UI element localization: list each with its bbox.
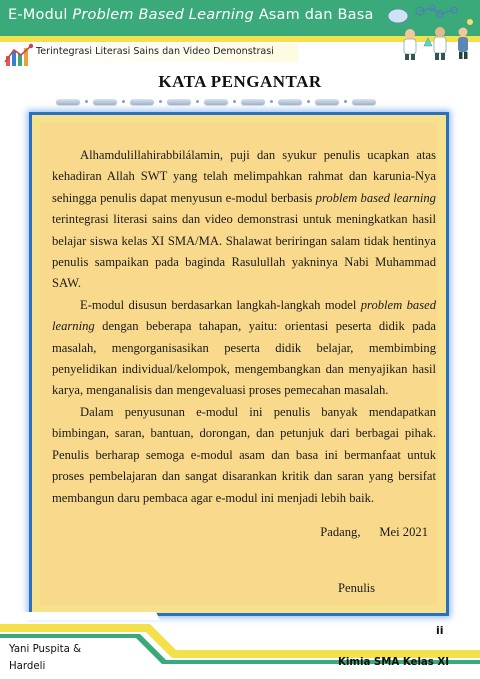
divider-dot bbox=[270, 100, 273, 103]
signature: Penulis bbox=[338, 581, 376, 595]
author-line-1: Yani Puspita & bbox=[9, 644, 82, 655]
preface-text bbox=[52, 145, 436, 509]
module-title bbox=[8, 7, 374, 23]
page-title: KATA PENGANTAR bbox=[158, 72, 322, 91]
page-number: ii bbox=[436, 624, 444, 637]
divider-dot bbox=[307, 100, 310, 103]
subject-label: Kimia SMA Kelas XI bbox=[338, 657, 450, 668]
divider-bar bbox=[278, 99, 302, 105]
paragraph-2 bbox=[52, 295, 436, 402]
paragraph-1-italic: problem based learning bbox=[315, 190, 436, 205]
paragraph-1-text-b: terintegrasi literasi sains dan video demonstrasi untuk meningkatkan hasil belajar siswa kelas XI SMA/MA. Shalawat beriringan salam tidak hentinya penulis sampaikan pada baginda Rasulullah yakninya Nabi Muhammad SAW. bbox=[52, 212, 436, 291]
divider-bar bbox=[241, 99, 265, 105]
divider-dot bbox=[196, 100, 199, 103]
title-divider bbox=[56, 97, 424, 106]
divider-bar bbox=[167, 99, 191, 105]
place-date bbox=[320, 525, 428, 540]
divider-bar bbox=[93, 99, 117, 105]
divider-dot bbox=[159, 100, 162, 103]
divider-bar bbox=[130, 99, 154, 105]
divider-bar bbox=[315, 99, 339, 105]
divider-dot bbox=[233, 100, 236, 103]
paragraph-1 bbox=[52, 145, 436, 295]
preface-panel bbox=[40, 123, 438, 605]
paragraph-2-italic: problem based learning bbox=[52, 297, 436, 334]
author-line-2: Hardeli bbox=[9, 661, 46, 672]
lab-scientists-illustration-icon bbox=[380, 2, 476, 60]
divider-bar bbox=[56, 99, 80, 105]
paragraph-2-text-b: dengan beberapa tahapan, yaitu: orientasi peserta didik pada masalah, mengorganisasikan peserta didik belajar, membimbing penyelidikan individual/kelompok, mengembangkan dan menyajikan hasil karya, menganalisis dan mengevaluasi proses pemecahan masalah. bbox=[52, 319, 436, 398]
divider-dot bbox=[122, 100, 125, 103]
preface-frame bbox=[29, 112, 449, 616]
paragraph-2-text-a: E-modul disusun berdasarkan langkah-langkah model bbox=[80, 297, 361, 312]
module-title-prefix: E-Modul bbox=[8, 7, 68, 23]
divider-dot bbox=[344, 100, 347, 103]
chart-logo-icon bbox=[4, 42, 36, 68]
module-title-italic: Problem Based Learning bbox=[72, 7, 254, 23]
divider-dot bbox=[85, 100, 88, 103]
divider-bar bbox=[352, 99, 376, 105]
author-block bbox=[9, 641, 81, 675]
divider-bar bbox=[204, 99, 228, 105]
paragraph-3: Dalam penyusunan e-modul ini penulis banyak mendapatkan bimbingan, saran, bantuan, dorongan, dan petunjuk dari berbagai pihak. Penulis berharap semoga e-modul asam dan basa ini bermanfaat untuk proses pembelajaran dan sangat disarankan kritik dan saran yang bersifat membangun daru pembaca agar e-modul ini menjadi lebih baik. bbox=[52, 404, 436, 505]
module-title-suffix: Asam dan Basa bbox=[258, 7, 374, 23]
subtitle: Terintegrasi Literasi Sains dan Video Demonstrasi bbox=[36, 46, 274, 57]
place-date-text: Padang, Mei 2021 bbox=[320, 525, 428, 539]
paragraph-1-text-a: Alhamdulillahirabbilálamin, puji dan syukur penulis ucapkan atas kehadiran Allah SWT yang telah melimpahkan rahmat dan karunia-Nya sehingga penulis dapat menyusun e-modul berbasis bbox=[52, 148, 436, 205]
